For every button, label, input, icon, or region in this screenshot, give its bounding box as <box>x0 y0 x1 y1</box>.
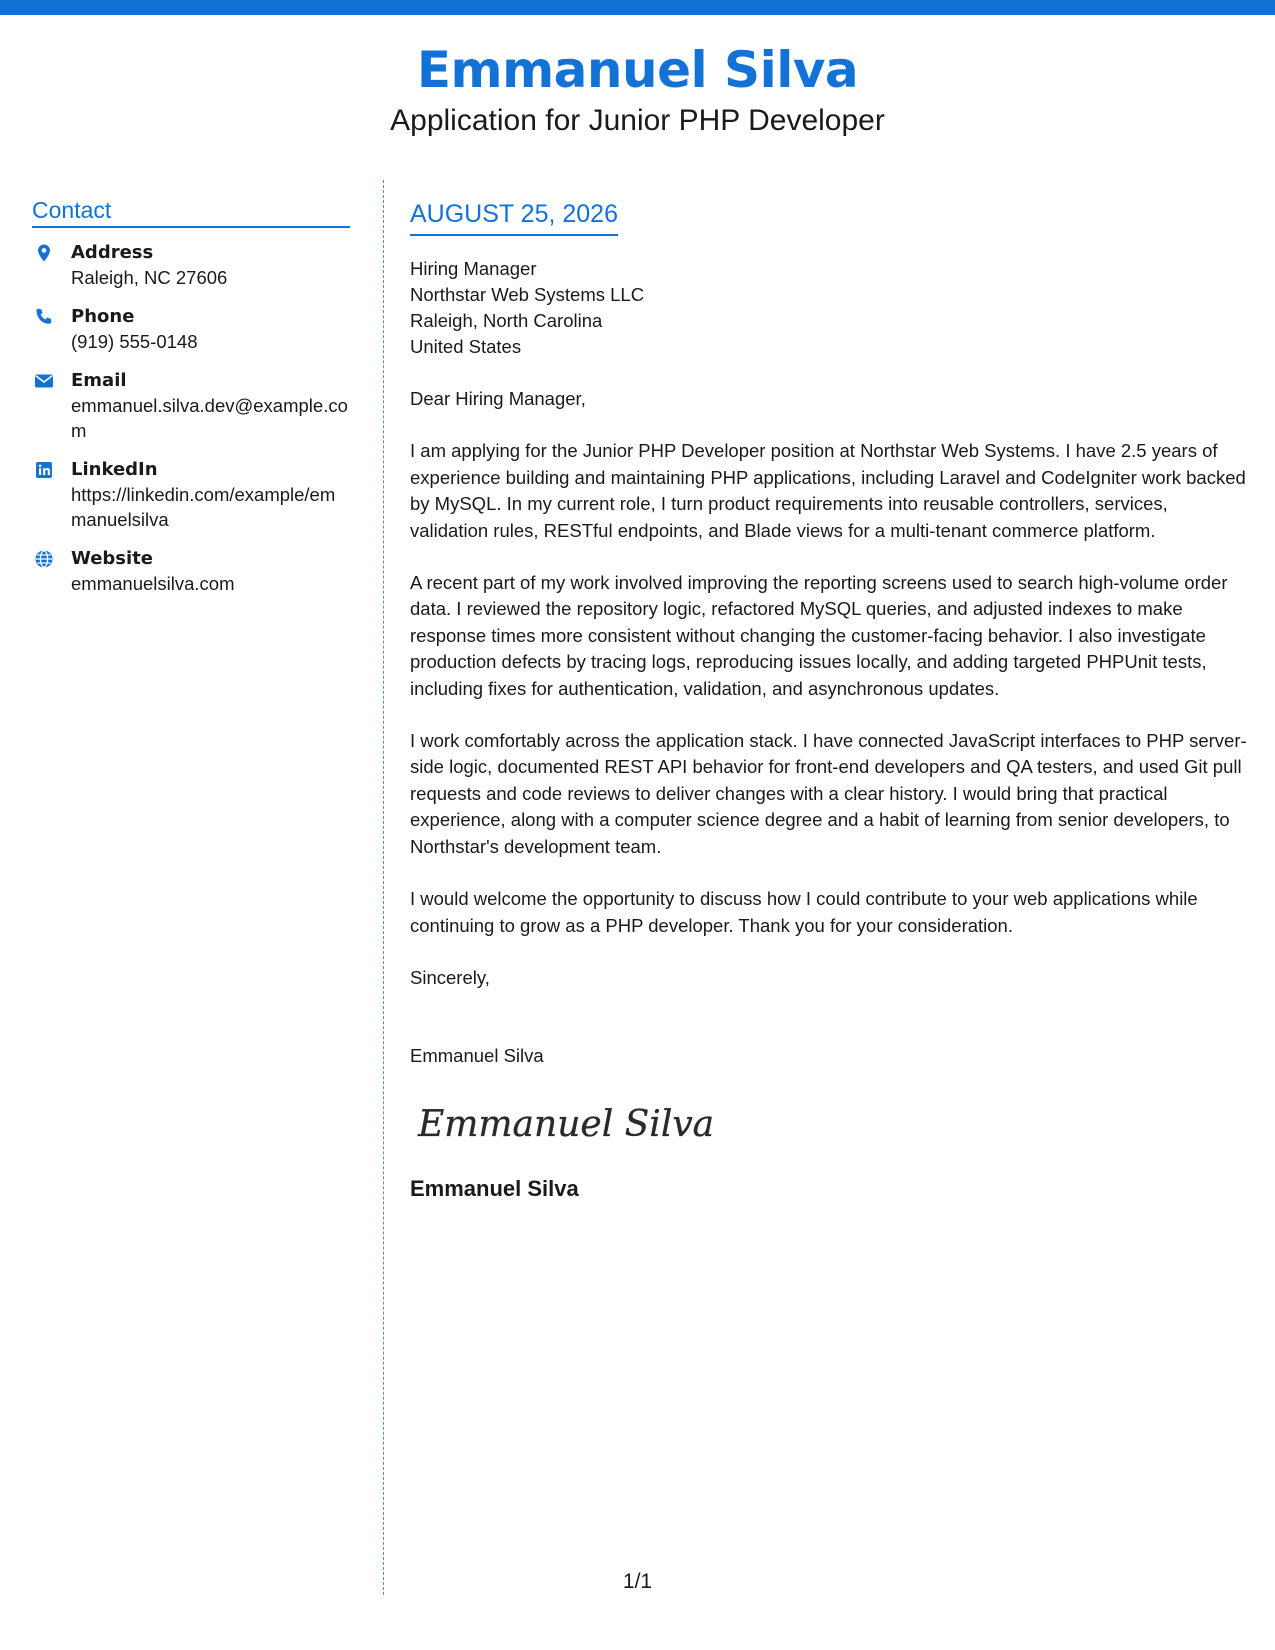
closing: Sincerely, <box>410 966 490 988</box>
contact-sidebar <box>32 196 350 610</box>
contact-linkedin <box>32 457 350 532</box>
recipient-block <box>410 256 1250 360</box>
letter-paragraph: I would welcome the opportunity to discuss how I could contribute to your web applications while continuing to grow as a PHP developer. Thank you for your consideration. <box>410 888 1198 936</box>
contact-value: emmanuel.silva.dev@example.com <box>71 395 348 441</box>
applicant-name: Emmanuel Silva <box>416 41 859 99</box>
contact-section-title: Contact <box>32 196 350 228</box>
page-number: 1/1 <box>622 1570 653 1593</box>
signature-text: Emmanuel Silva <box>418 1103 715 1145</box>
envelope-icon <box>34 371 54 391</box>
typed-name: Emmanuel Silva <box>410 1045 544 1067</box>
contact-website <box>32 546 350 596</box>
phone-icon <box>34 307 54 327</box>
top-accent-bar <box>0 0 1275 15</box>
contact-label: Address <box>71 242 154 263</box>
letter-body <box>410 198 1250 1203</box>
recipient-line: Hiring Manager <box>410 258 537 279</box>
signature-name: Emmanuel Silva <box>410 1176 579 1202</box>
linkedin-icon <box>34 460 54 480</box>
contact-label: Email <box>71 370 127 391</box>
handwritten-signature <box>410 1086 730 1154</box>
contact-value: (919) 555-0148 <box>71 331 198 352</box>
contact-address <box>32 240 350 290</box>
letter-header <box>0 40 1275 140</box>
contact-list <box>32 240 350 596</box>
recipient-line: Raleigh, North Carolina <box>410 310 603 331</box>
salutation: Dear Hiring Manager, <box>410 388 586 409</box>
contact-label: LinkedIn <box>71 459 158 480</box>
contact-phone <box>32 304 350 354</box>
letter-paragraph: I work comfortably across the application stack. I have connected JavaScript interfaces to PHP server-side logic, documented REST API behavior for front-end developers and QA testers, and used Git pull requests and code reviews to deliver changes with a clear history. I would bring that practical experience, along with a computer science degree and a habit of learning from senior developers, to Northstar's development team. <box>410 730 1247 857</box>
contact-label: Website <box>71 548 154 569</box>
map-pin-icon <box>34 243 54 263</box>
recipient-line: Northstar Web Systems LLC <box>410 284 645 305</box>
application-subtitle: Application for Junior PHP Developer <box>390 104 885 137</box>
contact-value: Raleigh, NC 27606 <box>71 267 228 288</box>
letter-date: AUGUST 25, 2026 <box>410 198 618 236</box>
globe-icon <box>34 549 54 569</box>
contact-email <box>32 368 350 443</box>
column-divider <box>383 180 384 1595</box>
contact-label: Phone <box>71 306 135 327</box>
contact-value: emmanuelsilva.com <box>71 573 235 594</box>
letter-paragraph: A recent part of my work involved improving the reporting screens used to search high-volume order data. I reviewed the repository logic, refactored MySQL queries, and adjusted indexes to make response times more consistent without changing the customer-facing behavior. I also investigate production defects by tracing logs, reproducing issues locally, and adding targeted PHPUnit tests, including fixes for authentication, validation, and asynchronous updates. <box>410 572 1228 699</box>
contact-value: https://linkedin.com/example/emmanuelsilva <box>71 484 336 530</box>
recipient-line: United States <box>410 336 522 357</box>
letter-paragraph: I am applying for the Junior PHP Developer position at Northstar Web Systems. I have 2.5 years of experience building and maintaining PHP applications, including Laravel and CodeIgniter work backed by MySQL. In my current role, I turn product requirements into reusable controllers, services, validation rules, RESTful endpoints, and Blade views for a multi-tenant commerce platform. <box>410 440 1246 541</box>
